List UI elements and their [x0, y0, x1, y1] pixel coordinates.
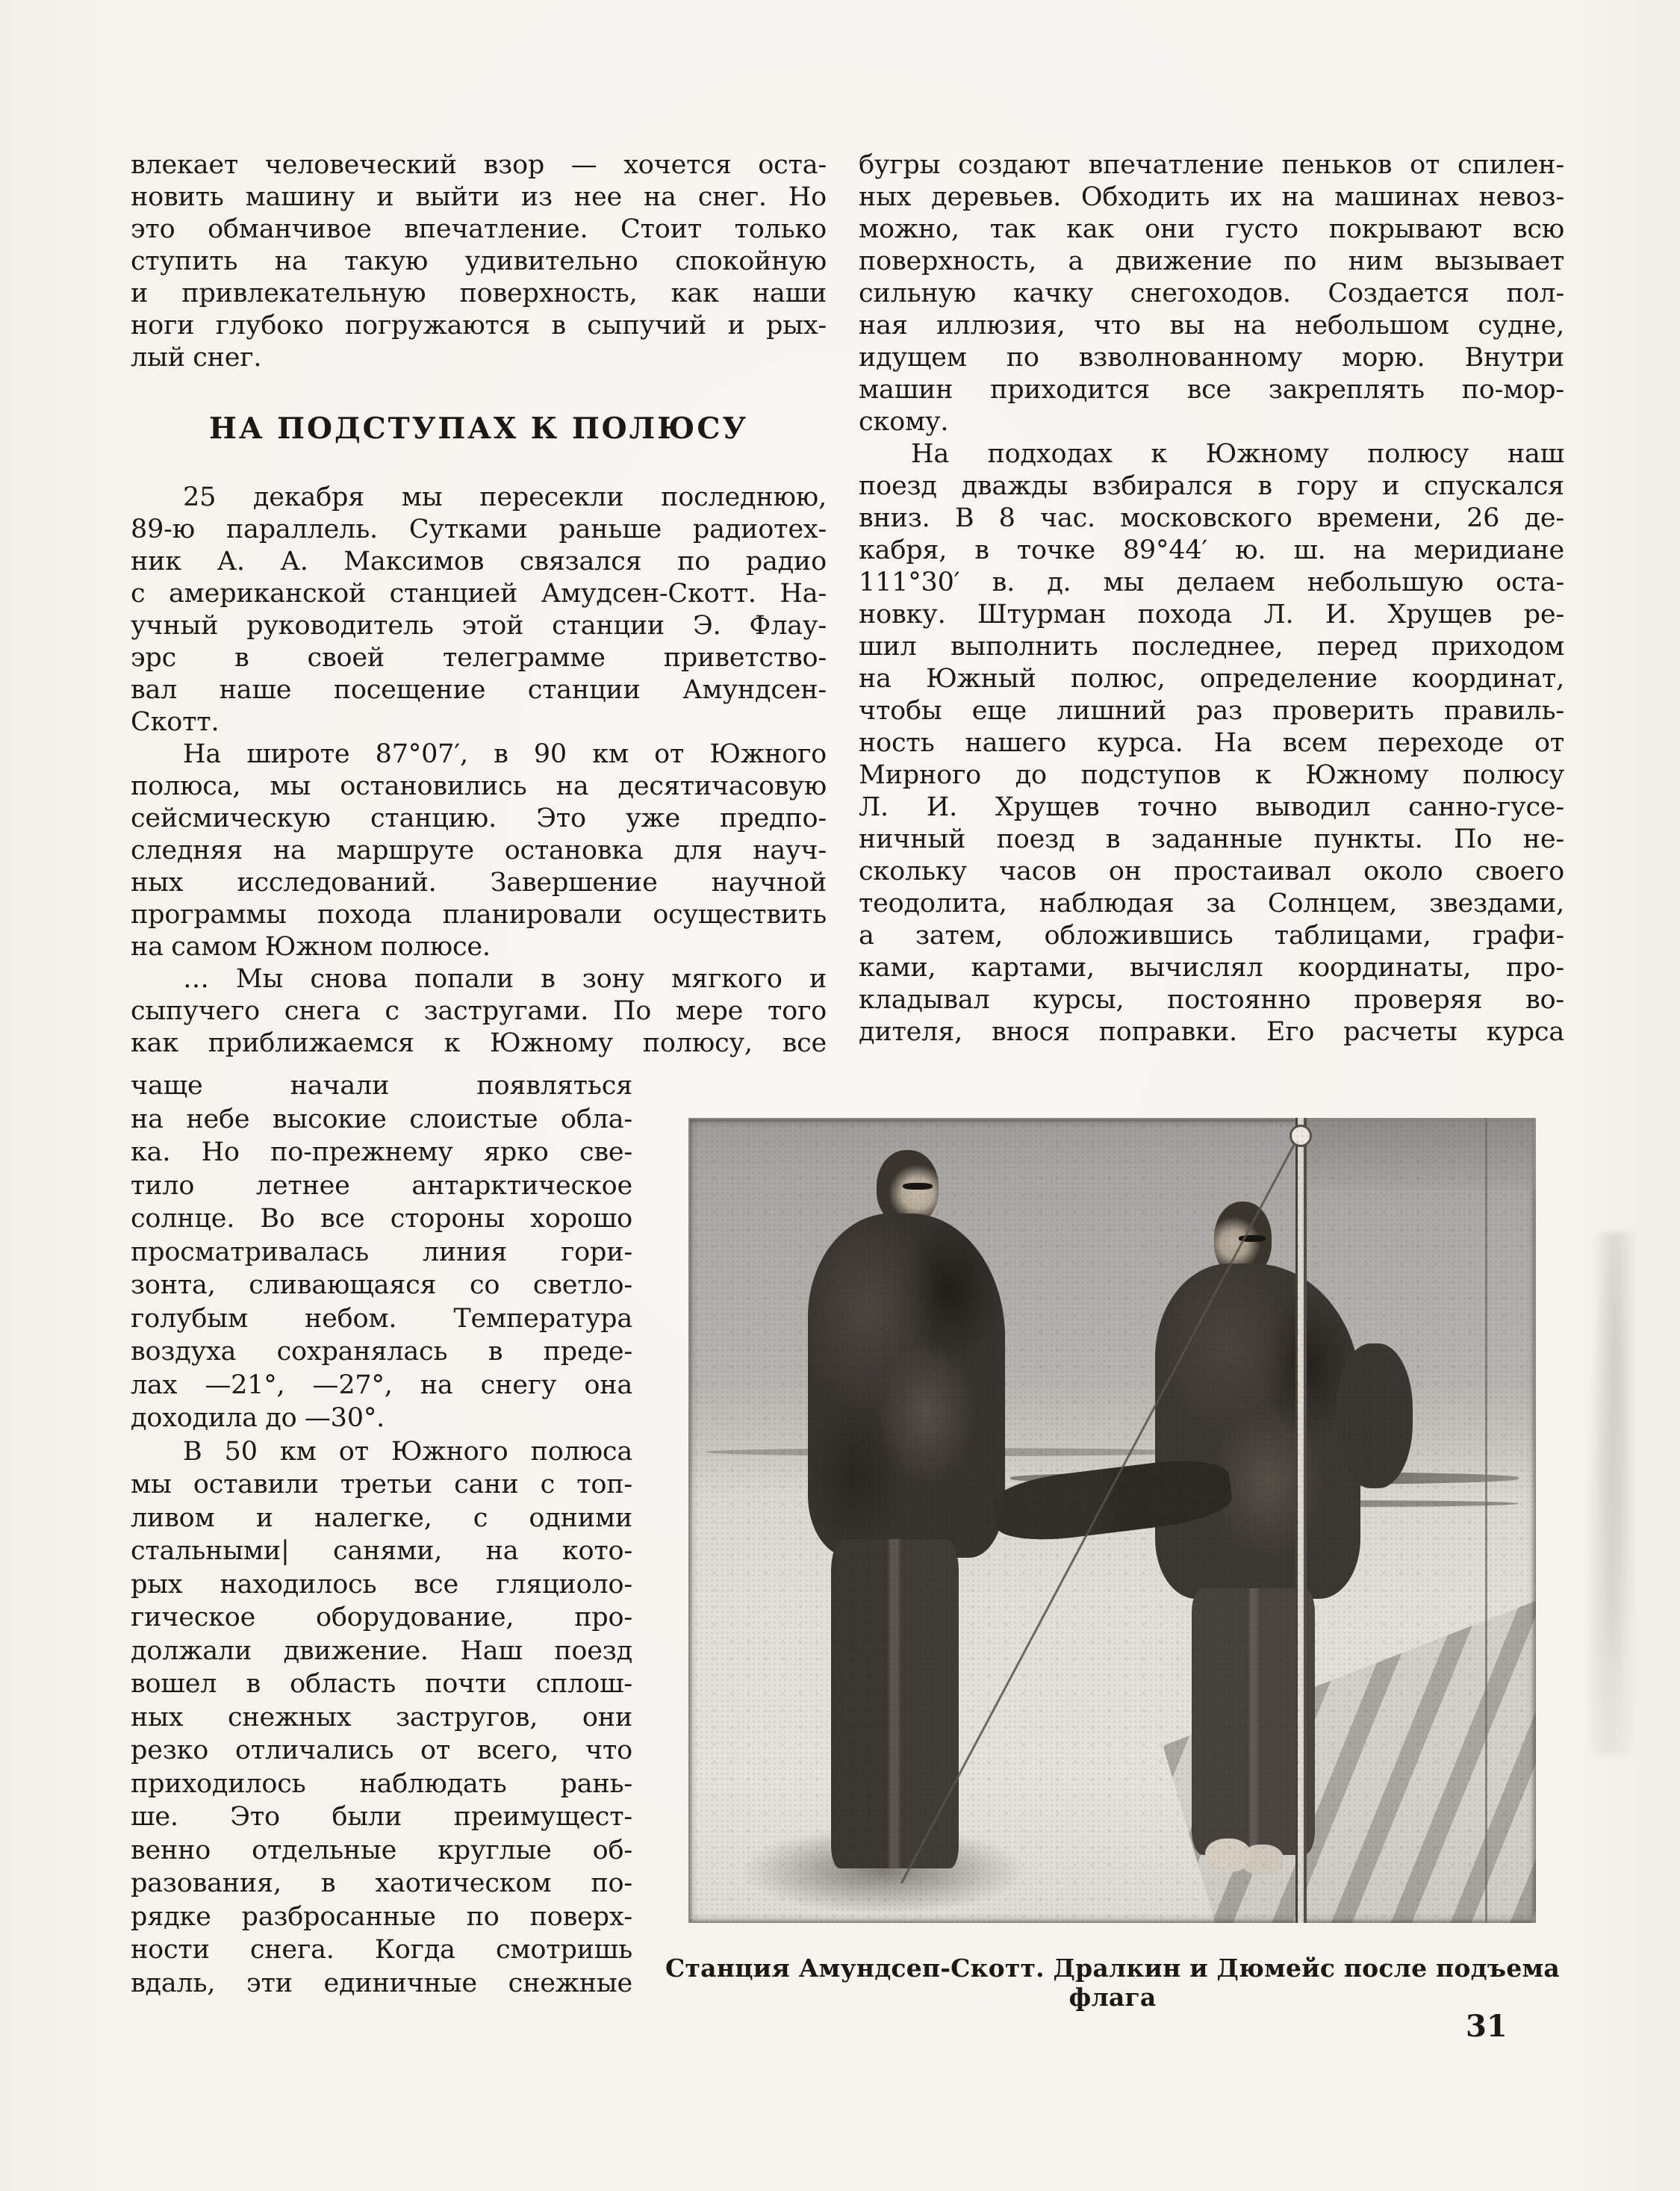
text-line: В 50 км от Южного полюса: [183, 1436, 632, 1467]
text-line: сейсмическую станцию. Это уже предпо-: [131, 804, 827, 833]
text-line: ступить на такую удивительно спокойную: [131, 246, 827, 276]
text-line: вал наше посещение станции Амундсен-: [131, 675, 827, 705]
page-number: 31: [1466, 2009, 1508, 2044]
left-column-paragraph-1: [131, 149, 827, 374]
text-line: ная иллюзия, что вы на небольшом судне,: [859, 311, 1564, 341]
text-line: солнце. Во все стороны хорошо: [131, 1204, 632, 1234]
text-line: ности снега. Когда смотришь: [131, 1935, 632, 1965]
text-line: рядке разбросанные по поверх-: [131, 1901, 632, 1932]
text-line: венно отдельные круглые об-: [131, 1835, 632, 1865]
text-line: чтобы еще лишний раз проверить правиль-: [859, 696, 1564, 726]
text-line: как приближаемся к Южному полюсу, все: [131, 1028, 827, 1058]
photo-caption: Станция Амундсеп-Скотт. Дралкин и Дюмейс после подъема флага: [665, 1954, 1560, 2012]
text-line: а затем, обложившись таблицами, графи-: [859, 921, 1564, 951]
text-line: сыпучего снега с застругами. По мере того: [131, 996, 827, 1026]
text-line: лый снег.: [131, 343, 262, 373]
text-line: ность нашего курса. На всем переходе от: [859, 728, 1564, 758]
text-line: следняя на маршруте остановка для науч-: [131, 836, 827, 865]
text-line: ных исследований. Завершение научной: [131, 868, 827, 898]
text-line: ливом и налегке, с одними: [131, 1502, 632, 1533]
text-line: разования, в хаотическом по-: [131, 1868, 632, 1898]
text-line: резко отличались от всего, что: [131, 1735, 632, 1765]
text-line: 25 декабря мы пересекли последнюю,: [183, 482, 827, 512]
text-line: мы оставили третьи сани с топ-: [131, 1470, 632, 1499]
text-line: скольку часов он простаивал около своего: [859, 857, 1564, 886]
text-line: дителя, внося поправки. Его расчеты курса: [859, 1017, 1564, 1047]
text-line: приходилось наблюдать рань-: [131, 1768, 632, 1799]
text-line: новку. Штурман похода Л. И. Хрущев ре-: [859, 600, 1564, 630]
text-line: лах —21°, —27°, на снегу она: [131, 1370, 632, 1400]
text-line: теодолита, наблюдая за Солнцем, звездами,: [859, 889, 1564, 919]
text-line: ник А. А. Максимов связался по радио: [131, 547, 827, 577]
text-line: ше. Это были преимущест-: [131, 1802, 632, 1832]
text-line: Скотт.: [131, 707, 220, 737]
text-line: шил выполнить последнее, перед приходом: [859, 632, 1564, 662]
text-line: влекает человеческий взор — хочется оста-: [131, 150, 827, 180]
text-line: 89-ю параллель. Сутками раньше радиотех-: [131, 515, 827, 544]
text-line: ных деревьев. Обходить их на машинах невоз-: [859, 182, 1564, 212]
text-line: чаще начали появляться: [131, 1071, 632, 1101]
text-line: ноги глубоко погружаются в сыпучий и рых-: [131, 311, 827, 341]
text-line: На широте 87°07′, в 90 км от Южного: [183, 739, 827, 769]
text-line: воздуха сохранялась в преде-: [131, 1337, 632, 1367]
text-line: сильную качку снегоходов. Создается пол-: [859, 279, 1564, 308]
text-line: идущем по взволнованному морю. Внутри: [859, 343, 1564, 373]
section-heading: НА ПОДСТУПАХ К ПОЛЮСУ: [208, 411, 749, 446]
text-line: ка. Но по-прежнему ярко све-: [131, 1137, 632, 1167]
text-line: Мирного до подступов к Южному полюсу: [859, 760, 1564, 790]
text-line: на самом Южном полюсе.: [131, 932, 491, 962]
text-line: машин приходится все закреплять по-мор-: [859, 375, 1564, 405]
text-line: ками, картами, вычислял координаты, про-: [859, 953, 1564, 983]
left-column-narrow: [131, 1069, 632, 2000]
text-line: скому.: [859, 407, 949, 437]
text-line: полюса, мы остановились на десятичасовую: [131, 771, 827, 801]
text-line: должали движение. Наш поезд: [131, 1635, 632, 1666]
text-line: рых находилось все гляциоло-: [131, 1569, 632, 1600]
text-line: На подходах к Южному полюсу наш: [911, 439, 1564, 469]
text-line: бугры создают впечатление пеньков от спилен-: [859, 150, 1564, 180]
text-line: с американской станцией Амудсен-Скотт. На-: [131, 579, 827, 609]
text-line: доходила до —30°.: [131, 1403, 385, 1433]
text-line: зонта, сливающаяся со светло-: [131, 1270, 632, 1300]
text-line: вошел в область почти сплош-: [131, 1669, 632, 1699]
text-line: гическое оборудование, про-: [131, 1603, 632, 1632]
text-line: учный руководитель этой станции Э. Флау-: [131, 611, 827, 641]
text-line: просматривалась линия гори-: [131, 1237, 632, 1267]
text-line: стальными| санями, на кото-: [131, 1536, 632, 1566]
text-line: голубым небом. Температура: [131, 1303, 632, 1334]
left-column-paragraph-4: [131, 963, 827, 1060]
text-line: тило летнее антарктическое: [131, 1170, 632, 1201]
text-line: на Южный полюс, определение координат,: [859, 664, 1564, 694]
text-line: … Мы снова попали в зону мягкого и: [183, 964, 827, 994]
text-line: программы похода планировали осуществить: [131, 900, 827, 930]
text-line: поверхность, а движение по ним вызывает: [859, 246, 1564, 276]
text-line: вниз. В 8 час. московского времени, 26 де-: [859, 503, 1564, 533]
text-line: и привлекательную поверхность, как наши: [131, 279, 827, 308]
text-line: кладывал курсы, постоянно проверяя во-: [859, 985, 1564, 1015]
text-line: на небе высокие слоистые обла-: [131, 1104, 632, 1134]
text-line: поезд дважды взбирался в гору и спускался: [859, 471, 1564, 501]
photo-amundsen-scott-station: [688, 1118, 1536, 1923]
text-line: ничный поезд в заданные пункты. По не-: [859, 824, 1564, 854]
text-line: это обманчивое впечатление. Стоит только: [131, 214, 827, 244]
right-column: [859, 149, 1564, 1048]
scan-smudge: [1589, 1232, 1641, 1755]
text-line: эрс в своей телеграмме приветство-: [131, 643, 827, 673]
text-line: ных снежных застругов, они: [131, 1702, 632, 1732]
text-line: новить машину и выйти из нее на снег. Но: [131, 182, 827, 212]
text-line: вдаль, эти единичные снежные: [131, 1968, 632, 1998]
text-line: кабря, в точке 89°44′ ю. ш. на меридиане: [859, 535, 1564, 565]
text-line: 111°30′ в. д. мы делаем небольшую оста-: [859, 568, 1564, 597]
left-column-paragraph-2: [131, 482, 827, 739]
left-column-paragraph-3: [131, 739, 827, 963]
text-line: Л. И. Хрущев точно выводил санно-гусе-: [859, 792, 1564, 822]
photo-halftone-grain: [688, 1118, 1536, 1923]
text-line: можно, так как они густо покрывают всю: [859, 214, 1564, 244]
